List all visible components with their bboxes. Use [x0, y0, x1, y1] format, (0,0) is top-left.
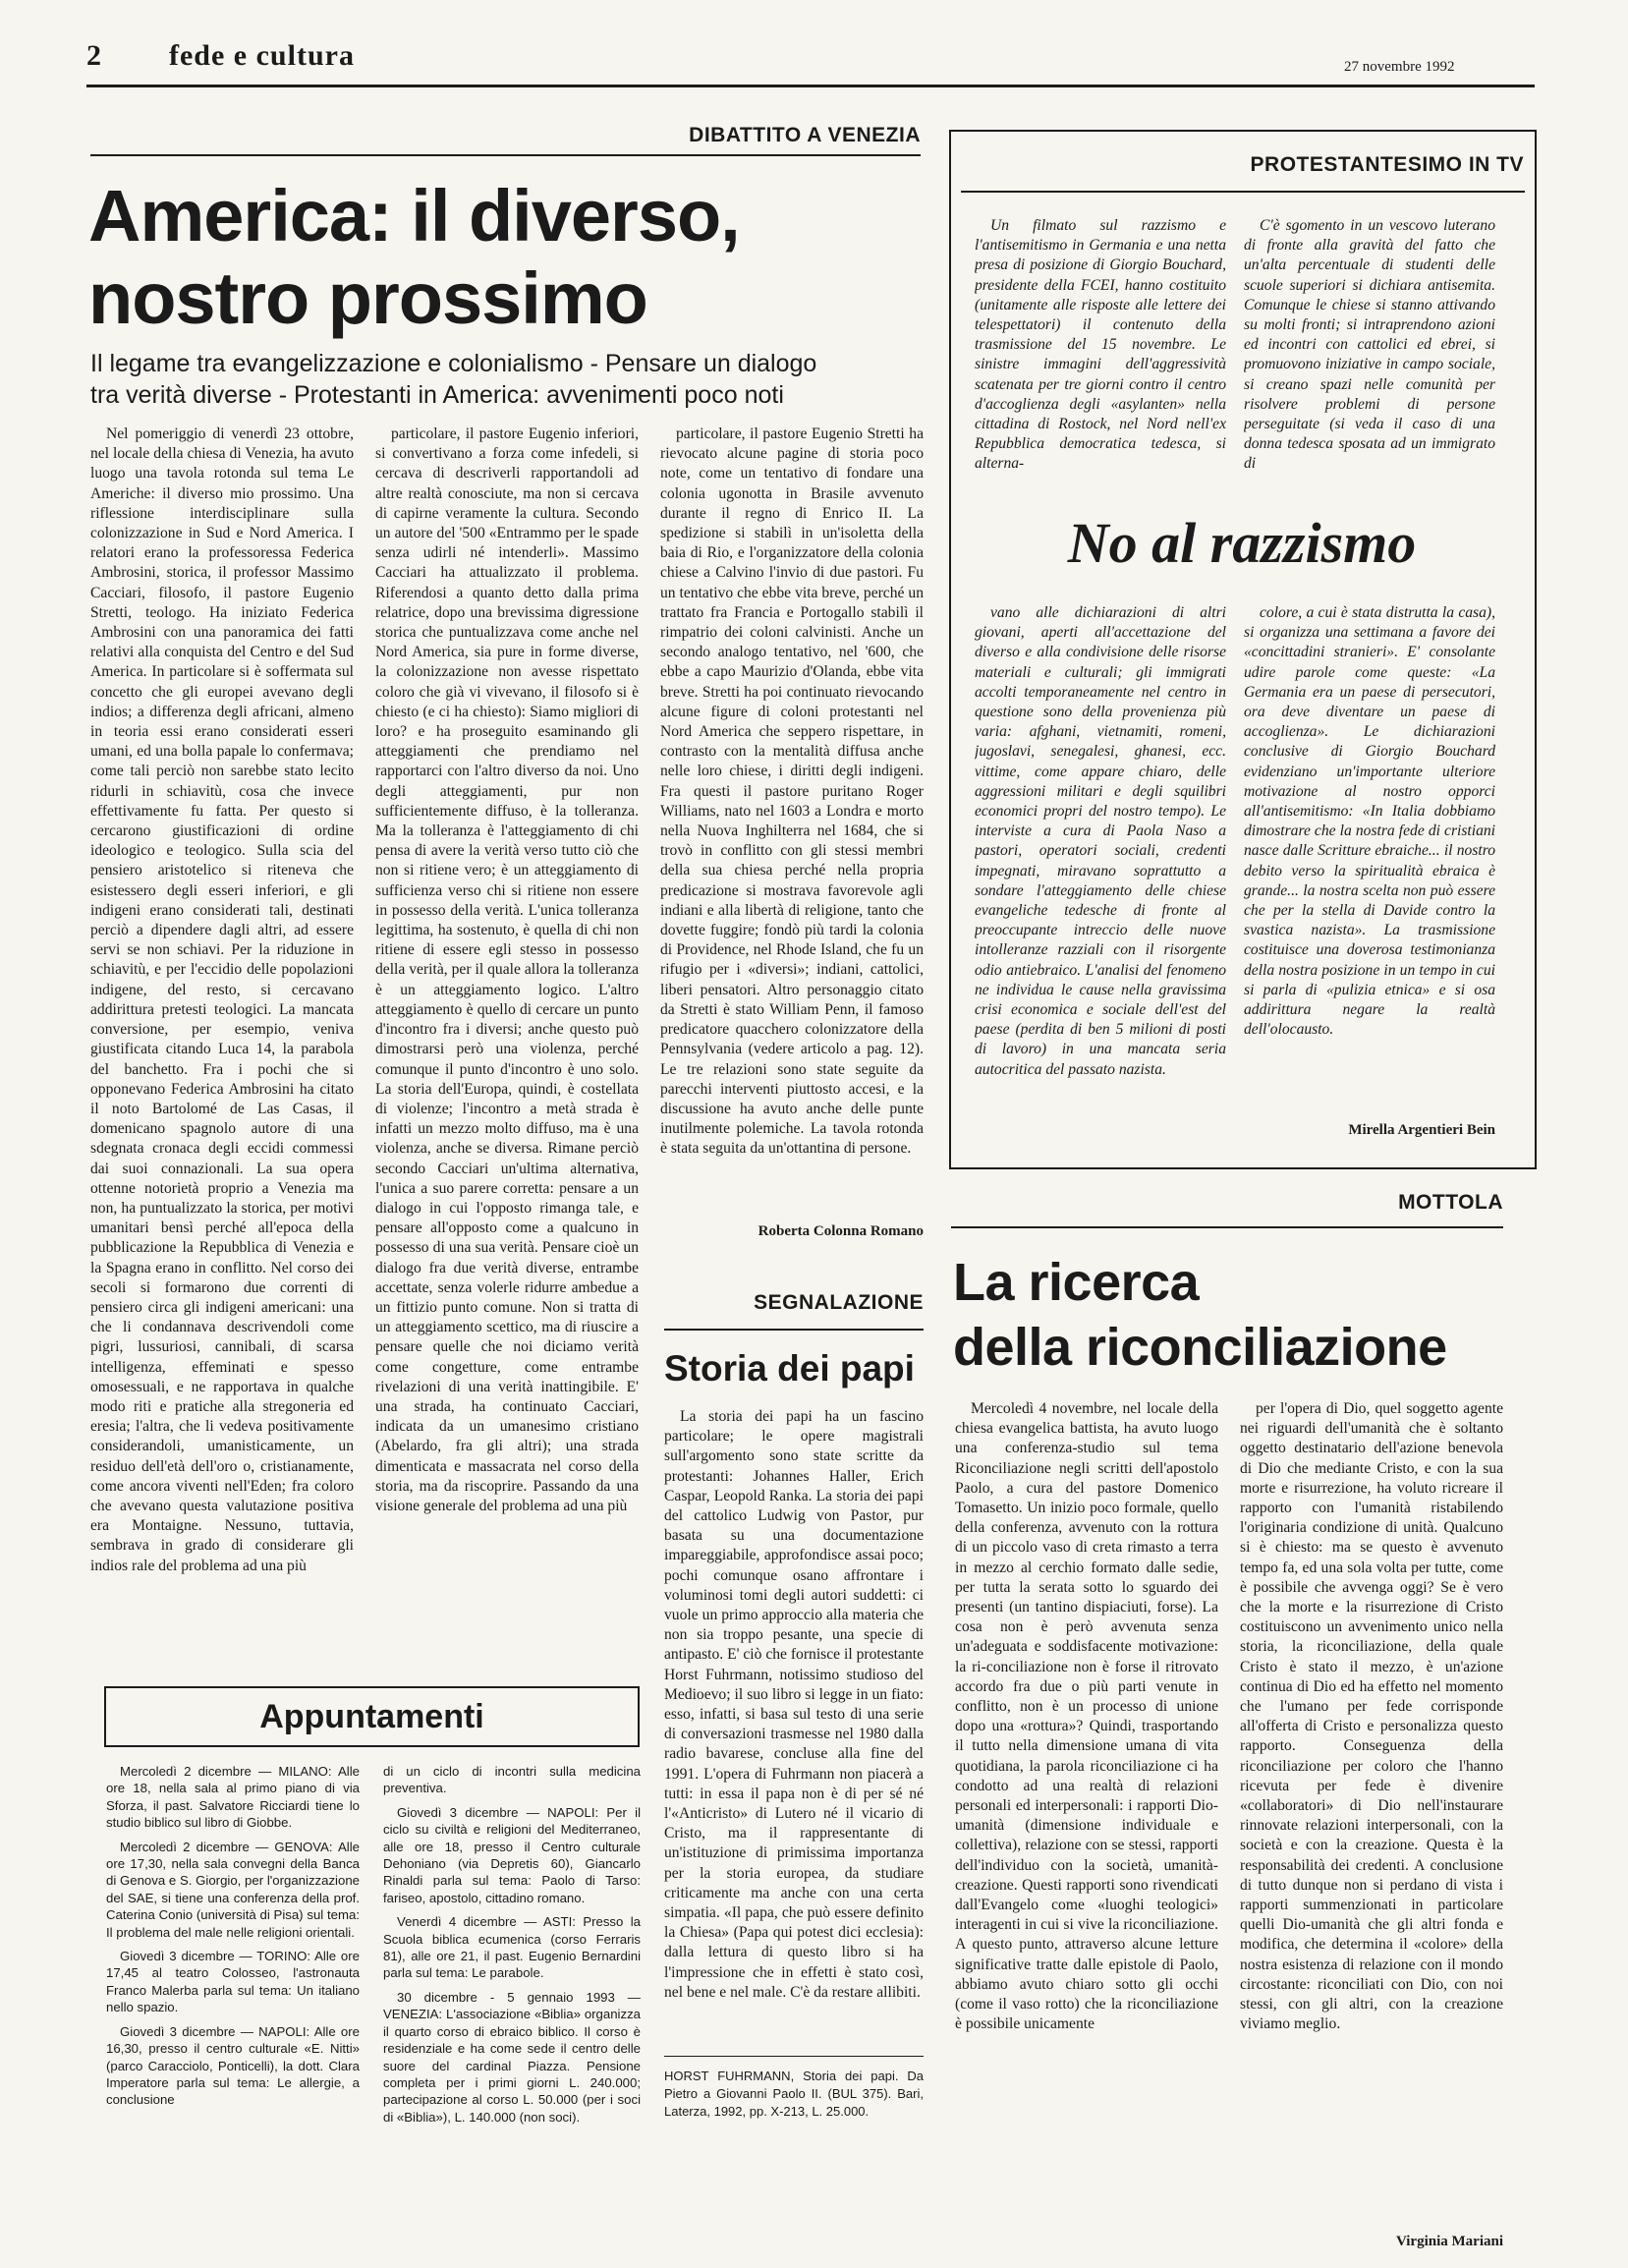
tv-headline: No al razzismo: [1067, 511, 1417, 575]
deck-line: Il legame tra evangelizzazione e colonialismo - Pensare un dialogo: [90, 350, 817, 377]
headline-line: La ricerca: [953, 1253, 1200, 1312]
article-headline: [88, 175, 740, 340]
article-column-1: [90, 425, 354, 1665]
headline-line: nostro prossimo: [88, 257, 647, 339]
article-column-3: [660, 425, 924, 1240]
column-text: C'è sgomento in un vescovo luterano di fronte alla gravità del fatto che un'alta percentuale di studenti delle scuole superiori si dichiara antisemita. Comunque le chiese si stanno attivando su molti fronti; si intraprendono azioni ed incontri con cattolici ed ebrei, si promuovono iniziative in campo sociale, si creano spazi nelle comunità per risolvere problemi di persone perseguitate (si veda il caso di una donna tedesca sposata ad un immigrato di: [1244, 217, 1495, 473]
appointment-item: di un ciclo di incontri sulla medicina preventiva.: [383, 1764, 641, 1796]
issue-date: 27 novembre 1992: [1344, 59, 1455, 75]
appuntamenti-title: Appuntamenti: [259, 1697, 484, 1735]
column-text: Mercoledì 4 novembre, nel locale della chiesa evangelica battista, ha avuto luogo una conferenza-studio sul tema Riconciliazione negli scritti dell'apostolo Paolo, a cura del pastore Domenico Tomasetto. Un inizio poco formale, quello della conferenza, avvenuto con la rottura di un piccolo vaso di creta rimasto a terra in mezzo al cerchio formato dalle sedie, per tutta la serata sotto lo sguardo dei presenti (un tantino dispiaciuti, forse). La cosa non è però avvenuta senza un'adeguata e soddisfacente motivazione: la ri-conciliazione non è forse il ritrovato accordo fra due o più parti venute in conflitto, non è un processo di unione dopo una «rottura»? Quindi, trasportando il tutto nella dimensione umana di vita quotidiana, la parola riconciliazione ci ha condotto ad una realtà di relazioni personali ed interpersonali: i rapporti Dio-umanità (dimensione individuale e collettiva), relazione con se stessi, rapporti dell'individuo con la società, umanità-creazione. Questi rapporti sono rivendicati dall'Evangelo come «luoghi teologici» interagenti in cui si vive la riconciliazione. A questo punto, attraverso alcune letture significative tratte dalle epistole di Paolo, abbiamo avuto chiaro sotto gli occhi (come il vaso rotto) che la riconciliazione è possibile unicamente: [955, 1400, 1218, 2033]
appointment-item: Giovedì 3 dicembre — TORINO: Alle ore 17,45 al teatro Colosseo, l'astronauta Franco Malerba parla sul tema: Un italiano nello spazio.: [106, 1949, 360, 2015]
mottola-kicker: MOTTOLA: [1398, 1191, 1503, 1214]
column-text-wrap: [1244, 603, 1495, 1108]
page-number: 2: [86, 39, 101, 72]
appointment-item: Venerdì 4 dicembre — ASTI: Presso la Scuola biblica ecumenica (corso Ferraris 81), alle ore 21, il past. Eugenio Bernardini parla sul tema: Le parabole.: [383, 1914, 641, 1981]
mottola-column-1: [955, 1399, 1218, 2231]
column-text: particolare, il pastore Eugenio inferiori, si convertivano a forza come infedeli, si cercava di descriverli rapportandoli ad altre realtà conosciute, ma non si cercava di capirne veramente la cultura. Secondo un autore del '500 «Entrammo per le spade senza udirli né intenderli». Massimo Cacciari ha attualizzato il problema. Riferendosi a quanto detto dalla prima relatrice, dopo una brevissima digressione storica che puntualizzava come anche nel Nord America, sia pure in forme diverse, la colonizzazione non avesse rispettato coloro che già vi vivevano, il filosofo si è chiesto (e ci ha chiesto): Siamo migliori di loro? e ha proseguito esaminando gli atteggiamenti che prendiamo nel rapportarci con l'altro diverso da noi. Uno degli atteggiamenti, pur non sufficientemente diffuso, è la tolleranza. Ma la tolleranza è l'atteggiamento di chi pensa di avere la verità verso tutto ciò che non si ritiene vero; è un atteggiamento di sufficienza verso chi si ritiene non essere in possesso della verità. L'unica tolleranza legittima, ha sostenuto, è quella di chi non ritiene di essere egli stesso in possesso della verità, per il quale allora la tolleranza è un atteggiamento logico. L'altro atteggiamento è quello di cercare un punto d'incontro fra i diversi; anche questo può dimostrarsi però una violenza, perché comunque il punto d'incontro è uno solo. La storia dell'Europa, quindi, è costellata di violenze; l'incontro a metà strada è infatti un mezzo molto diffuso, ma è una violenza, anche se diversa. Rimane perciò secondo Cacciari un'ultima alternativa, l'unica a suo parere corretta: pensare a un dialogo in cui l'opposto rimanga tale, e pensare all'opposto come a qualcuno in possesso di una sua verità. Pensare cioè un dialogo fra due verità diverse, entrambe accettate, senza volerle ridurre ambedue a un fittizio punto comune. Non si tratta di un atteggiamento scettico, ma di riuscire a pensare quelle che noi diciamo verità come congetture, come entrambe rivelazioni di una verità inattingibile. E' una strada, ha continuato Cacciari, indicata da un umanesimo cristiano (Abelardo, fra gli altri); una strada dimenticata e massacrata nel corso della storia, ma da riscoprire. Passando da una visione generale del problema ad una più: [375, 425, 639, 1514]
tv-rubric: PROTESTANTESIMO IN TV: [1250, 153, 1524, 176]
storia-biblio: HORST FUHRMANN, Storia dei papi. Da Pietro a Giovanni Paolo II. (BUL 375). Bari, Laterza, 1992, pp. X-213, L. 25.000.: [664, 2069, 924, 2119]
appuntamenti-box: [104, 1686, 640, 1747]
section-title: fede e cultura: [169, 39, 355, 72]
appointment-item: 30 dicembre - 5 gennaio 1993 — VENEZIA: L'associazione «Biblia» organizza il quarto corso di ebraico biblico. Il corso è residenziale e ha come sede il centro delle suore del cardinal Piazza. Pensione completa per i primi giorni L. 240.000; partecipazione al corso L. 50.000 (per i soci di «Biblia»), L. 140.000 (non soci).: [383, 1989, 641, 2125]
column-text: La storia dei papi ha un fascino particolare; le opere magistrali sull'argomento sono state scritte da protestanti: Johannes Haller, Erich Caspar, Leopold Ranka. La storia dei papi del cattolico Ludwig von Pastor, pur basata su una documentazione impareggiabile, approfondisce assai poco; pochi comunque osano affrontare i voluminosi tomi degli autori suddetti: ci vuole un primo approccio alla materia che non sia troppo pesante, una specie di antipasto. E' ciò che fornisce il protestante Horst Fuhrmann, notissimo studioso del Medioevo; il suo libro si legge in un fiato: esso, infatti, si basa sul testo di una serie di conversazioni trasmesse nel 1980 dalla radio bavarese, concluse alla fine del 1991. L'opera di Fuhrmann non piacerà a tutti: in essa il papa non è di per sé né l'«Anticristo» di Lutero né il vicario di Cristo, ma il rappresentante di un'istituzione di primissima importanza per la storia europea, da studiare criticamente ma anche con una certa simpatia. «Il papa, che può essere definito la Chiesa» (Papa qui potest dici ecclesia): dalla lettura di questo libro si ha l'impressione che in effetti è stato così, nel bene e nel male. C'è da restare allibiti.: [664, 1408, 924, 2001]
tv-column-1-top: [975, 216, 1226, 495]
column-text: Un filmato sul razzismo e l'antisemitismo in Germania e una netta presa di posizione di Giorgio Bouchard, presidente della FCEI, hanno costituito (unitamente alle risposte alle lettere dei telespettatori) il contenuto della trasmissione del 15 novembre. Le sinistre immagini dell'aggressività scatenata per tre giorni contro il centro d'accoglienza degli «asylanten» nella cittadina di Rostock, nel Nord nell'ex Repubblica democratica tedesca, si alterna-: [975, 217, 1226, 473]
column-text: particolare, il pastore Eugenio Stretti ha rievocato alcune pagine di storia poco note, come un tentativo di fondare una colonia ugonotta in Brasile avvenuto durante il regno di Enrico II. La spedizione si stabilì in un'isoletta della baia di Rio, e l'organizzatore della colonia chiese a Calvino l'invio di due pastori. Fu un tentativo che ebbe vita breve, perché un trattato fra Francia e Portogallo stabilì il rimpatrio dei coloni calvinisti. Anche un secondo analogo tentativo, nel '600, che ebbe a capo Maurizio d'Olanda, ebbe vita breve. Stretti ha poi continuato rievocando alcune figure di coloni protestanti nel Nord America che seppero rispettare, in contrasto con la mentalità diffusa anche nelle loro chiese, i diritti degli indigeni. Fra questi il pastore puritano Roger Williams, nato nel 1603 a Londra e morto nella Nuova Inghilterra nel 1684, che si trovò in conflitto con gli stessi membri della sua chiesa perché nella propria predicazione si mostrava favorevole agli indiani e alla libertà di religione, tanto che dovette fuggire; fondò più tardi la colonia di Providence, nel Rhode Island, che fu un rifugio per i «diversi»; indiani, cattolici, liberi pensatori. Altro personaggio citato da Stretti è stato William Penn, il famoso predicatore quacchero colonizzatore della Pennsylvania (vedere articolo a pag. 12). Le tre relazioni sono state seguite da parecchi interventi piuttosto accesi, e la discussione ha avuto anche delle punte inutilmente polemiche. La tavola rotonda è stata seguita da un'ottantina di persone.: [660, 425, 924, 1158]
tv-column-2-top: [1244, 216, 1495, 495]
column-text-wrap: [660, 425, 924, 1218]
tv-rubric-rule: [961, 191, 1525, 193]
appuntamenti-column-1: [106, 1763, 360, 2235]
article-signature: Roberta Colonna Romano: [758, 1223, 924, 1239]
column-text-wrap: [1240, 1399, 1503, 2228]
headline-line: America: il diverso,: [88, 175, 740, 256]
mottola-signature: Virginia Mariani: [1395, 2234, 1503, 2249]
appointment-item: Mercoledì 2 dicembre — GENOVA: Alle ore 17,30, nella sala convegni della Banca di Genova e S. Giorgio, per l'organizzazione del SAE, si tiene una conferenza della prof. Caterina Conio (università di Pisa) sul tema: Il problema del male nelle religioni orientali.: [106, 1839, 360, 1940]
kicker-rule: [90, 154, 921, 156]
column-text: per l'opera di Dio, quel soggetto agente nei riguardi dell'umanità che è soltanto oggetto destinatario dell'azione benevola di Dio che mediante Cristo, e con la sua morte e risurrezione, ha voluto ricreare il rapporto con l'umanità ristabilendo l'originaria condizione di unità. Qualcuno si è chiesto: ma se questo è avvenuto tempo fa, ed una sola volta per tutte, come è possibile che avvenga oggi? Se è vero che la morte e la risurrezione di Cristo costituiscono un avvenimento unico nella storia, la riconciliazione, della quale Cristo è stato il mezzo, è un'azione continua di Dio ed ha effetto nel momento che l'umano per fede corrisponde all'offerta di Cristo e personalizza questo rapporto. Conseguenza della riconciliazione per coloro che l'hanno ricevuta per fede è divenire «collaboratori» di Dio nell'instaurare rinnovate relazioni interpersonali, con la società e con la creazione. Questa è la responsabilità dei credenti. A conclusione di tutto dunque non si perdano di vista i rapporti summenzionati in particolare quelli Dio-umanità che gli altri fonda e modifica, che determina il «colore» della nostra esistenza di relazione con il mondo circostante: riconciliati con Dio, con noi stessi, con gli altri, con la creazione viviamo meglio.: [1240, 1400, 1503, 2033]
appointment-item: Giovedì 3 dicembre — NAPOLI: Per il ciclo su civiltà e religioni del Mediterraneo, alle ore 18, presso il Centro culturale Dehoniano (via Depretis 60), Giancarlo Rinaldi parla sul tema: Paolo di Tarso: fariseo, apostolo, cittadino romano.: [383, 1804, 641, 1905]
tv-signature: Mirella Argentieri Bein: [1348, 1122, 1495, 1138]
deck-line: tra verità diverse - Protestanti in America: avvenimenti poco noti: [90, 381, 784, 409]
storia-headline: Storia dei papi: [664, 1348, 915, 1389]
appointment-item: Giovedì 3 dicembre — NAPOLI: Alle ore 16,30, presso il centro culturale «E. Nitti» (parco Caracciolo, Ponticelli), la dott. Clara Imperatore parla sul tema: Le allergie, a conclusione: [106, 2023, 360, 2108]
article-kicker: DIBATTITO A VENEZIA: [689, 124, 921, 146]
column-text: Nel pomeriggio di venerdì 23 ottobre, nel locale della chiesa di Venezia, ha avuto luogo una tavola rotonda sul tema Le Americhe: il diverso mio prossimo. Una riflessione interdisciplinare sulla colonizzazione in Sud e Nord America. I relatori erano la professoressa Federica Ambrosini, storica, il professor Massimo Cacciari, filosofo, il pastore Eugenio Stretti, teologo. Ha iniziato Federica Ambrosini con una panoramica dei fatti relativi alla conquista del Centro e del Sud America. In particolare si è soffermata sul concetto che gli europei avevano degli indios; a differenza degli africani, almeno in teoria essi erano considerati esseri umani, ed una bolla papale lo confermava; come tali perciò non sarebbe stato lecito ridurli in schiavitù, cosa che invece effettivamente fu fatta. Per questo si cercarono giustificazioni di ordine ideologico e teologico. Sulla scia del pensiero aristotelico si riteneva che esistessero degli esseri inferiori, e gli indigeni erano considerati tali, destinati perciò a dipendere dagli altri, ad essere servi se non schiavi. Per la riduzione in schiavitù, e per l'eccidio delle popolazioni indigene, del resto, si cercavano addirittura pretesti teologici. La mancata conversione, per esempio, veniva giustificata citando Luca 14, la parabola del banchetto. Fra i pochi che si opponevano Federica Ambrosini ha citato il noto Bartolomé de Las Casas, il domenicano spagnolo autore di una sdegnata cronaca degli eccidi commessi dai suoi connazionali. La sua opera ottenne notorietà proprio a Venezia ma non, ha puntualizzato la storica, per motivi umanitari bensì perché all'epoca della pubblicazione la Repubblica di Venezia e la Spagna erano in conflitto. Nel corso dei secoli si formarono due correnti di pensiero circa gli indigeni americani: una che li condannava descrivendoli come pigri, lussuriosi, cannibali, di scarsa intelligenza, effeminati e spesso omosessuali, e ne rapportava in qualche modo riti e pratiche alla stregoneria ed eresia; l'altra, che li vedeva positivamente considerandoli, umanisticamente, un residuo dell'età dell'oro o, cristianamente, come ancora viventi nell'Eden; fra coloro che avevano questa valutazione positiva era Montaigne. Nessuno, tuttavia, sembrava in grado di considerare gli indios rale del problema ad una più: [90, 425, 354, 1574]
appuntamenti-column-2: [383, 1763, 641, 2235]
storia-kicker: SEGNALAZIONE: [754, 1291, 924, 1314]
mottola-headline: [953, 1250, 1447, 1380]
storia-rule: [664, 1329, 924, 1331]
headline-line: della riconciliazione: [953, 1318, 1447, 1377]
column-text: colore, a cui è stata distrutta la casa), si organizza una settimana a favore dei «concittadini stranieri». E' consolante udire parole come queste: «La Germania era un paese di persecutori, ora deve diventare un paese di accoglienza». Le dichiarazioni conclusive di Giorgio Bouchard evidenziano un'importante ulteriore motivazione al nostro opporci all'antisemitismo: «In Italia dobbiamo dimostrare che la nostra fede di cristiani nasce dalle Scritture ebraiche... il nostro debito verso la spiritualità ebraica è grande... la nostra scelta non può essere che per la stella di Davide contro la svastica nazista». La trasmissione costituisce una doverosa testimonianza della nostra posizione in un tempo in cui si parla di «pulizia etnica» e si osa addirittura negare la realtà dell'olocausto.: [1244, 604, 1495, 1039]
column-text: vano alle dichiarazioni di altri giovani, aperti all'accettazione del diverso e alla condivisione delle risorse materiali e culturali; gli immigrati accolti temporaneamente nel centro in questione sono della provenienza più varia: afghani, vietnamiti, romeni, jugoslavi, senegalesi, ghanesi, ecc. vittime, come appare chiaro, delle aggressioni militari e degli squilibri economici propri del nostro tempo). Le interviste a cura di Paola Naso a pastori, operatori sociali, credenti impegnati, miravano soprattutto a sondare l'atteggiamento delle chiese evangeliche tedesche di fronte al preoccupante intreccio delle nuove intolleranze razziali con il risorgente odio antiebraico. L'analisi del fenomeno ne individua le cause nella gravissima crisi economica e sociale dell'est del paese (perdita di ben 5 milioni di posti di lavoro) in una mancata seria autocritica del passato nazista.: [975, 604, 1226, 1078]
tv-column-2-bottom: [1244, 603, 1495, 1154]
tv-column-1-bottom: [975, 603, 1226, 1108]
storia-body: [664, 1407, 924, 2042]
appointment-item: Mercoledì 2 dicembre — MILANO: Alle ore 18, nella sala al primo piano di via Sforza, il past. Salvatore Ricciardi tiene lo studio biblico sul libro di Giobbe.: [106, 1764, 360, 1831]
article-deck: [90, 348, 926, 411]
masthead-rule: [86, 85, 1535, 87]
biblio-rule: [664, 2056, 924, 2057]
mottola-column-2: [1240, 1399, 1503, 2250]
mottola-rule: [951, 1226, 1503, 1228]
article-column-2: [375, 425, 639, 1665]
